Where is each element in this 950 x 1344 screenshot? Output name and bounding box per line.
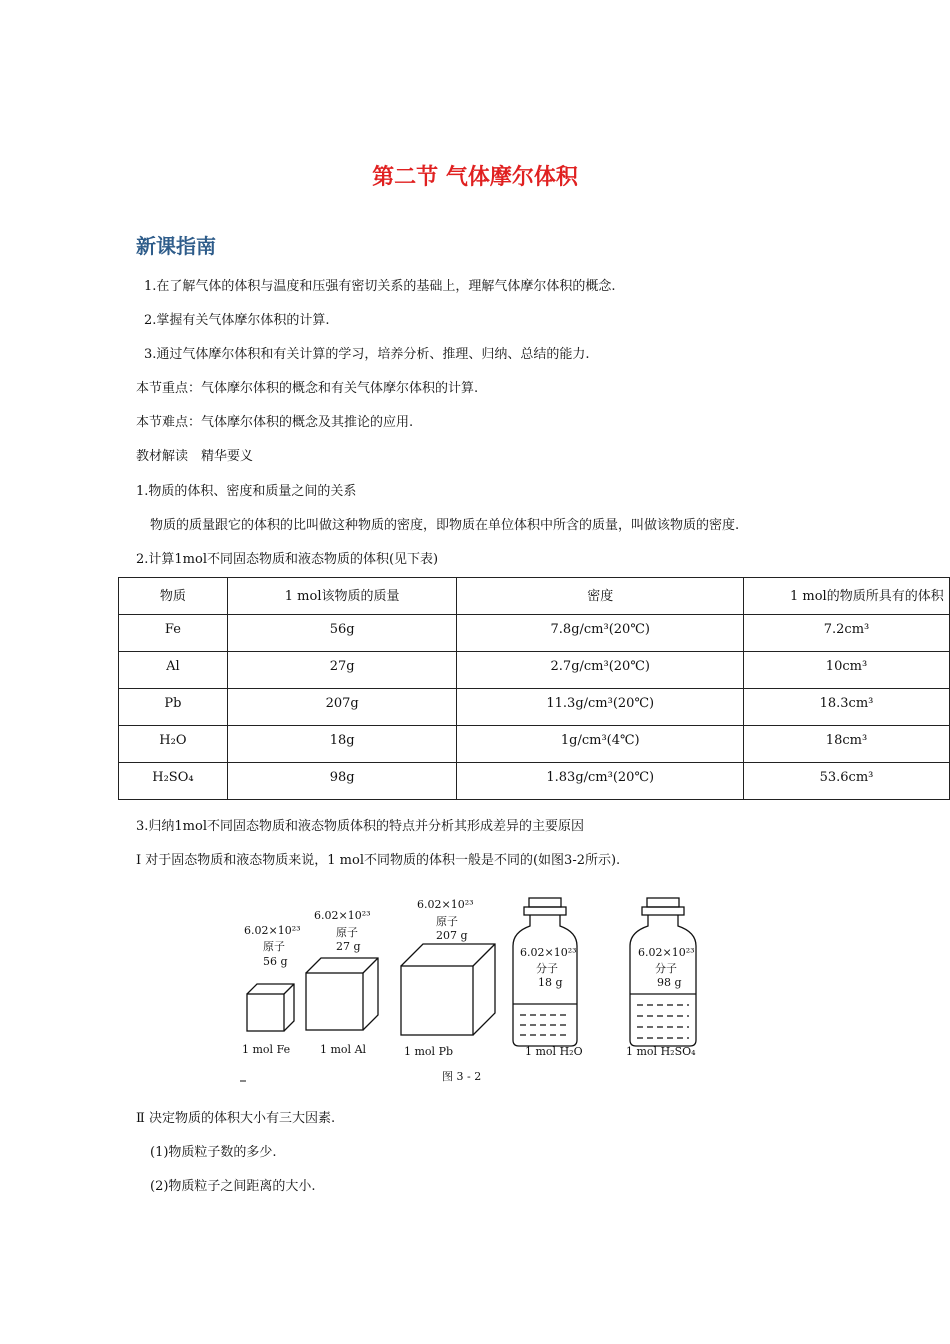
- table-cell: H₂SO₄: [119, 763, 228, 800]
- objective-2: 2.掌握有关气体摩尔体积的计算.: [144, 313, 330, 328]
- al-kind: 原子: [336, 926, 358, 939]
- factor-1: (1)物质粒子数的多少.: [150, 1145, 277, 1160]
- al-count: 6.02×10²³: [314, 909, 371, 922]
- table-cell: 18cm³: [743, 726, 949, 763]
- table-header-cell: 密度: [457, 578, 744, 615]
- al-mass: 27 g: [336, 940, 361, 953]
- table-cell: 18.3cm³: [743, 689, 949, 726]
- al-cube: [306, 958, 378, 1030]
- table-row: [119, 689, 950, 726]
- table-cell: 56g: [227, 615, 457, 652]
- pb-mass: 207 g: [436, 929, 468, 942]
- h2so4-label: 1 mol H₂SO₄: [626, 1045, 696, 1058]
- table-cell: 53.6cm³: [743, 763, 949, 800]
- pb-label: 1 mol Pb: [404, 1045, 454, 1058]
- factor-2: (2)物质粒子之间距离的大小.: [150, 1179, 316, 1194]
- molar-volume-illustration: [230, 888, 710, 1088]
- paragraph-1-body: 物质的质量跟它的体积的比叫做这种物质的密度，即物质在单位体积中所含的质量，叫做该物质的密度.: [150, 518, 740, 533]
- table-cell: 1g/cm³(4℃): [457, 726, 744, 763]
- h2o-mass: 18 g: [538, 976, 563, 989]
- table-header-cell: 1 mol该物质的质量: [227, 578, 457, 615]
- paragraph-3-point-2: Ⅱ 决定物质的体积大小有三大因素.: [136, 1111, 336, 1126]
- paragraph-3-heading: 3.归纳1mol不同固态物质和液态物质体积的特点并分析其形成差异的主要原因: [136, 819, 584, 834]
- fe-count: 6.02×10²³: [244, 924, 301, 937]
- table-row: [119, 726, 950, 763]
- table-cell: 207g: [227, 689, 457, 726]
- table-header-cell: 物质: [119, 578, 228, 615]
- fe-label: 1 mol Fe: [242, 1043, 291, 1056]
- table-row: [119, 615, 950, 652]
- fe-mass: 56 g: [263, 955, 288, 968]
- paragraph-3-point-1: Ⅰ 对于固态物质和液态物质来说，1 mol不同物质的体积一般是不同的(如图3-2所示).: [136, 853, 621, 868]
- table-cell: 11.3g/cm³(20℃): [457, 689, 744, 726]
- table-header-row: [119, 578, 950, 615]
- al-label: 1 mol Al: [320, 1043, 367, 1056]
- table-cell: 7.2cm³: [743, 615, 949, 652]
- table-cell: 7.8g/cm³(20℃): [457, 615, 744, 652]
- table-row: [119, 652, 950, 689]
- h2o-count: 6.02×10²³: [520, 946, 577, 959]
- h2so4-kind: 分子: [655, 962, 677, 975]
- table-cell: 10cm³: [743, 652, 949, 689]
- objective-1: 1.在了解气体的体积与温度和压强有密切关系的基础上，理解气体摩尔体积的概念.: [144, 279, 616, 294]
- table-cell: Fe: [119, 615, 228, 652]
- pb-count: 6.02×10²³: [417, 898, 474, 911]
- table-cell: 2.7g/cm³(20℃): [457, 652, 744, 689]
- h2so4-count: 6.02×10²³: [638, 946, 695, 959]
- fe-cube: [247, 984, 294, 1031]
- volume-table: [118, 577, 950, 800]
- h2o-label: 1 mol H₂O: [525, 1045, 583, 1058]
- key-point: 本节重点：气体摩尔体积的概念和有关气体摩尔体积的计算.: [136, 381, 479, 396]
- table-cell: 98g: [227, 763, 457, 800]
- table-cell: Pb: [119, 689, 228, 726]
- table-cell: H₂O: [119, 726, 228, 763]
- pb-cube: [401, 944, 495, 1035]
- figure-caption: 图 3 - 2: [442, 1070, 482, 1083]
- textbook-heading: 教材解读 精华要义: [136, 449, 254, 464]
- paragraph-2-heading: 2.计算1mol不同固态物质和液态物质的体积(见下表): [136, 552, 439, 567]
- page-title: 第二节 气体摩尔体积: [372, 165, 578, 190]
- objective-3: 3.通过气体摩尔体积和有关计算的学习，培养分析、推理、归纳、总结的能力.: [144, 347, 590, 362]
- figure-3-2: [230, 888, 710, 1088]
- table-cell: 18g: [227, 726, 457, 763]
- table-cell: 27g: [227, 652, 457, 689]
- difficult-point: 本节难点：气体摩尔体积的概念及其推论的应用.: [136, 415, 414, 430]
- table-cell: 1.83g/cm³(20℃): [457, 763, 744, 800]
- table-header-cell: 1 mol的物质所具有的体积: [743, 578, 949, 615]
- paragraph-1-heading: 1.物质的体积、密度和质量之间的关系: [136, 484, 357, 499]
- h2o-kind: 分子: [536, 962, 558, 975]
- table-cell: Al: [119, 652, 228, 689]
- h2so4-mass: 98 g: [657, 976, 682, 989]
- section-heading: 新课指南: [136, 234, 216, 258]
- fe-kind: 原子: [263, 940, 285, 953]
- pb-kind: 原子: [436, 915, 458, 928]
- table-row: [119, 763, 950, 800]
